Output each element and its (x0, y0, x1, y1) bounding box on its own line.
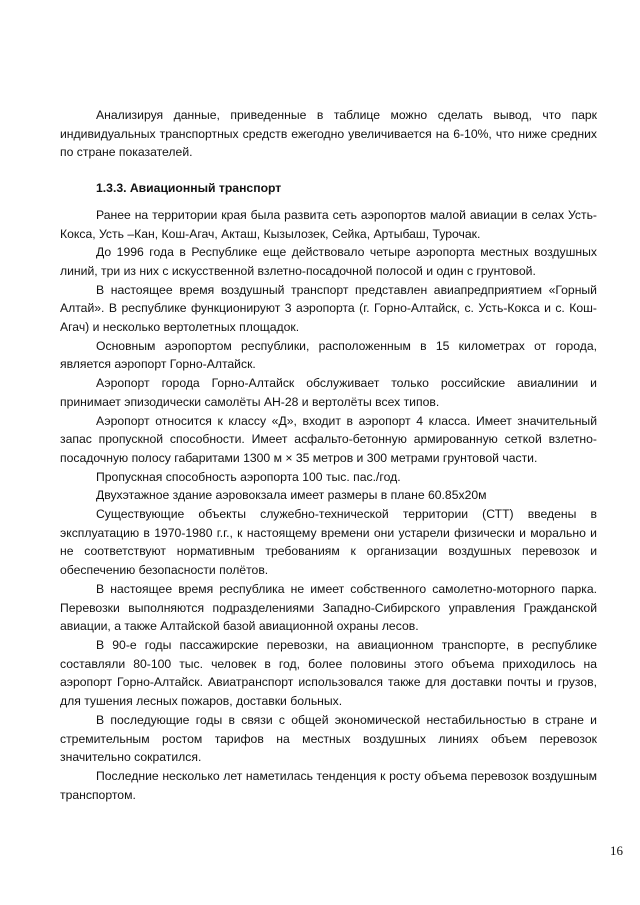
paragraph-3: В настоящее время воздушный транспорт представлен авиапредприятием «Горный Алтай». В республике функционируют 3 аэропорта (г. Горно-Алтайск, с. Усть-Кокса и с. Кош-Агач) и несколько вертолетных площадок. (60, 282, 597, 335)
paragraph-7: Пропускная способность аэропорта 100 тыс. пас./год. (96, 469, 401, 484)
page-number: 16 (610, 843, 623, 858)
section-heading: 1.3.3. Авиационный транспорт (96, 181, 282, 196)
paragraph-2: До 1996 года в Республике еще действовало четыре аэропорта местных воздушных линий, три из них с искусственной взлетно-посадочной полосой и один с грунтовой. (60, 245, 597, 278)
intro-paragraph: Анализируя данные, приведенные в таблице можно сделать вывод, что парк индивидуальных транспортных средств ежегодно увеличивается на 6-10%, что ниже средних по стране показателей. (60, 108, 597, 160)
paragraph-1: Ранее на территории края была развита сеть аэропортов малой авиации в селах Усть-Кокса, Усть –Кан, Кош-Агач, Акташ, Кызылозек, Сейка, Артыбаш, Турочак. (60, 207, 597, 241)
paragraph-8: Двухэтажное здание аэровокзала имеет размеры в плане 60.85х20м (96, 488, 487, 503)
document-body (60, 106, 597, 804)
paragraph-11: В 90-е годы пассажирские перевозки, на авиационном транспорте, в республике составляли 80-100 тыс. человек в год, более половины этого объема приходилось на аэропорт Горно-Алтайск. Авиатранспорт использовался также для доставки почты и грузов, для тушения лесных пожаров, доставки больных. (60, 637, 597, 709)
paragraph-13: Последние несколько лет наметилась тенденция к росту объема перевозок воздушным транспортом. (60, 768, 597, 802)
paragraph-10: В настоящее время республика не имеет собственного самолетно-моторного парка. Перевозки выполняются подразделениями Западно-Сибирского управления Гражданской авиации, а также Алтайской базой авиационной охраны лесов. (60, 581, 597, 634)
paragraph-5: Аэропорт города Горно-Алтайск обслуживает только российские авиалинии и принимает эпизодически самолёты АН-28 и вертолёты всех типов. (60, 376, 597, 409)
paragraph-6: Аэропорт относится к классу «Д», входит в аэропорт 4 класса. Имеет значительный запас пропускной способности. Имеет асфальто-бетонную армированную сеткой взлетно-посадочную полосу габаритами 1300 м × 35 метров и 300 метрами грунтовой части. (60, 413, 597, 465)
paragraph-9: Существующие объекты служебно-технической территории (СТТ) введены в эксплуатацию в 1970-1980 г.г., к настоящему времени они устарели физически и морально и не соответствуют нормативным требованиям к организации воздушных перевозок и обеспечению безопасности полётов. (60, 507, 597, 578)
paragraph-4: Основным аэропортом республики, расположенным в 15 километрах от города, является аэропорт Горно-Алтайск. (60, 338, 597, 372)
paragraph-12: В последующие годы в связи с общей экономической нестабильностью в стране и стремительным ростом тарифов на местных воздушных линиях объем перевозок значительно сократился. (60, 712, 597, 765)
